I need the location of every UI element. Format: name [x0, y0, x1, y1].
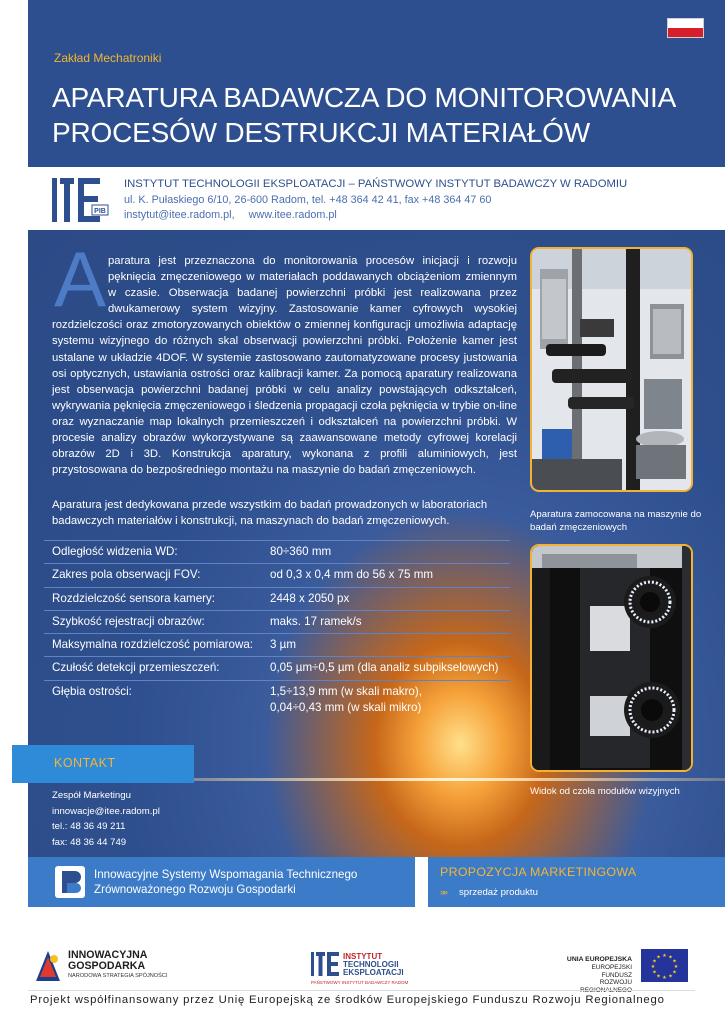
- svg-text:★: ★: [656, 954, 661, 961]
- spec-label: Zakres pola obserwacji FOV:: [52, 568, 201, 582]
- ue-line-2: EUROPEJSKI FUNDUSZ: [591, 963, 632, 979]
- spec-label: Odległość widzenia WD:: [52, 545, 178, 558]
- contact-phone: tel.: 48 36 49 211: [52, 821, 126, 833]
- svg-text:★: ★: [662, 953, 667, 959]
- spec-label: Szybkość rejestracji obrazów:: [52, 614, 205, 628]
- systems-line-2: Zrównoważonego Rozwoju Gospodarki: [94, 883, 296, 896]
- spec-label: Głębia ostrości:: [52, 684, 132, 698]
- svg-text:★: ★: [668, 973, 673, 980]
- ig-logo-sub: NARODOWA STRATEGIA SPÓJNOŚCI: [68, 973, 168, 979]
- spec-row: [44, 587, 510, 610]
- institute-contact: [124, 209, 351, 221]
- spec-label: Rozdzielczość sensora kamery:: [52, 591, 216, 605]
- double-chevron-icon: »»: [440, 887, 447, 897]
- spec-value: 0,05 µm÷0,5 µm (dla analiz subpikselowych): [270, 661, 499, 675]
- spec-value: 2448 x 2050 px: [270, 591, 350, 605]
- svg-text:★: ★: [672, 969, 677, 976]
- ig-line-1: INNOWACYJNA: [68, 949, 148, 961]
- itee-logo-icon: [52, 175, 110, 225]
- funding-note: Projekt współfinansowany przez Unię Europejską ze środków Europejskiego Funduszu Rozwoju Regionalnego: [30, 994, 665, 1006]
- spec-value: maks. 17 ramek/s: [270, 614, 362, 628]
- ig-logo-text: [68, 950, 147, 972]
- systems-line-1: Innowacyjne Systemy Wspomagania Technicznego: [94, 868, 358, 881]
- svg-text:★: ★: [652, 958, 657, 965]
- ue-line-3: ROZWOJU: [599, 979, 632, 987]
- svg-text:★: ★: [656, 973, 661, 980]
- institute-name: INSTYTUT TECHNOLOGII EKSPLOATACJI – PAŃSTWOWY INSTYTUT BADAWCZY W RADOMIU: [124, 178, 628, 190]
- svg-text:★: ★: [668, 954, 673, 961]
- itee-footer-bottom: PAŃSTWOWY INSTYTUT BADAWCZY RADOM: [311, 980, 409, 985]
- specs-table: [44, 540, 510, 720]
- ringlight-illustration: [532, 546, 693, 772]
- svg-text:★: ★: [673, 964, 679, 970]
- spec-row: [44, 633, 510, 656]
- systems-logo-icon: [55, 866, 85, 898]
- eu-flag-icon: [641, 949, 688, 982]
- drop-cap: A: [54, 235, 107, 323]
- spec-value: od 0,3 x 0,4 mm do 56 x 75 mm: [270, 568, 434, 582]
- intro-paragraph: [52, 253, 517, 478]
- spec-value: 1,5÷13,9 mm (w skali makro),: [270, 684, 422, 698]
- spec-row: [44, 610, 510, 633]
- spec-row: [44, 563, 510, 586]
- spec-label: Czułość detekcji przemieszczeń:: [52, 661, 220, 675]
- spec-value: 80÷360 mm: [270, 545, 332, 558]
- itee-footer-line-2: TECHNOLOGII: [343, 960, 399, 969]
- contact-team: Zespół Marketingu: [52, 790, 131, 801]
- machine-illustration: [532, 249, 693, 492]
- machine-photo: [530, 247, 693, 492]
- contact-details: [52, 788, 160, 850]
- spec-value: 3 µm: [270, 638, 297, 652]
- marketing-title: PROPOZYCJA MARKETINGOWA: [440, 865, 637, 879]
- contact-email[interactable]: innowacje@itee.radom.pl: [52, 805, 160, 817]
- itee-footer-line-3: EKSPLOATACJI: [343, 968, 404, 977]
- photo-caption: Widok od czoła modułów wizyjnych: [530, 786, 680, 797]
- photo-caption: Aparatura zamocowana na maszynie do badań zmęczeniowych: [530, 509, 702, 533]
- itee-footer-line-1: INSTYTUT: [343, 952, 383, 961]
- spec-value-2: 0,04÷0,43 mm (w skali mikro): [270, 700, 422, 714]
- page-title: [52, 80, 692, 150]
- institute-address: ul. K. Pułaskiego 6/10, 26-600 Radom, tel. +48 364 42 41, fax +48 364 47 60: [124, 194, 492, 206]
- itee-footer-logo: [311, 950, 411, 986]
- title-line-1: APARATURA BADAWCZA DO MONITOROWANIA: [52, 82, 677, 113]
- svg-text:★: ★: [672, 958, 677, 965]
- systems-text: [94, 867, 357, 897]
- contact-heading: KONTAKT: [54, 756, 116, 770]
- svg-text:★: ★: [652, 969, 657, 976]
- spec-row: [44, 680, 510, 720]
- contact-heading-bar: [12, 745, 194, 783]
- spec-row: [44, 656, 510, 679]
- intro-text: paratura jest przeznaczona do monitorowania procesów inicjacji i rozwoju pęknięcia zmęczeniowego w materiałach poddawanych obciążeniom zmiennym w czasie. Obserwacja badanej powierzchni próbki jest realizowana przez dwukamerowy system wizyjny. Zastosowanie kamer cyfrowych wysokiej rozdzielczości oraz zmotoryzowanych obiektów o zmiennej konfiguracji umożliwia adaptację systemu wizyjnego do różnych skal obserwacji powierzchni próbki. Położenie kamer jest ustalane w układzie 4DOF. W systemie zastosowano zautomatyzowane procesy justowania osi optycznych, ustawiania ostrości oraz kalibracji kamer. Za pomocą aparatury realizowana jest obserwacja powierzchni badanej próbki w celu analizy powstających odkształceń, wykrywania pęknięcia zmęczeniowego i śledzenia propagacji czoła pęknięcia w trybie on-line oraz wyznaczanie map lokalnych przemieszczeń i odkształceń na powierzchni próbki. W procesie analizy obrazów wykorzystywane są zaawansowane metody cyfrowej korelacji obrazów 2D i 3D. Konstrukcja aparatury, wykonana z profili aluminiowych, jest przystosowana do bezpośredniego montażu na maszynie do badań zmęczeniowych.: [52, 255, 517, 477]
- spec-label: Maksymalna rozdzielczość pomiarowa:: [52, 638, 254, 652]
- institute-email[interactable]: instytut@itee.radom.pl,: [124, 209, 235, 221]
- svg-text:★: ★: [650, 964, 656, 970]
- ue-line-1: UNIA EUROPEJSKA: [566, 956, 632, 963]
- second-paragraph: Aparatura jest dedykowana przede wszystkim do badań prowadzonych w laboratoriach badawczych materiałów i konstrukcji, na maszynach do badań zmęczeniowych.: [52, 499, 488, 528]
- ringlight-photo: [530, 544, 693, 772]
- spec-row: [44, 540, 510, 563]
- logo-sub-text: PIB: [94, 208, 106, 215]
- institute-website[interactable]: www.itee.radom.pl: [248, 209, 337, 221]
- contact-fax: fax: 48 36 44 749: [52, 836, 127, 848]
- department-label: Zakład Mechatroniki: [54, 51, 162, 65]
- footer-divider: [28, 990, 695, 991]
- poland-flag-icon: [667, 18, 704, 38]
- ig-line-2: GOSPODARKA: [68, 960, 146, 972]
- marketing-item: sprzedaż produktu: [459, 887, 538, 898]
- title-line-2: PROCESÓW DESTRUKCJI MATERIAŁÓW: [52, 117, 590, 148]
- svg-text:★: ★: [662, 975, 667, 981]
